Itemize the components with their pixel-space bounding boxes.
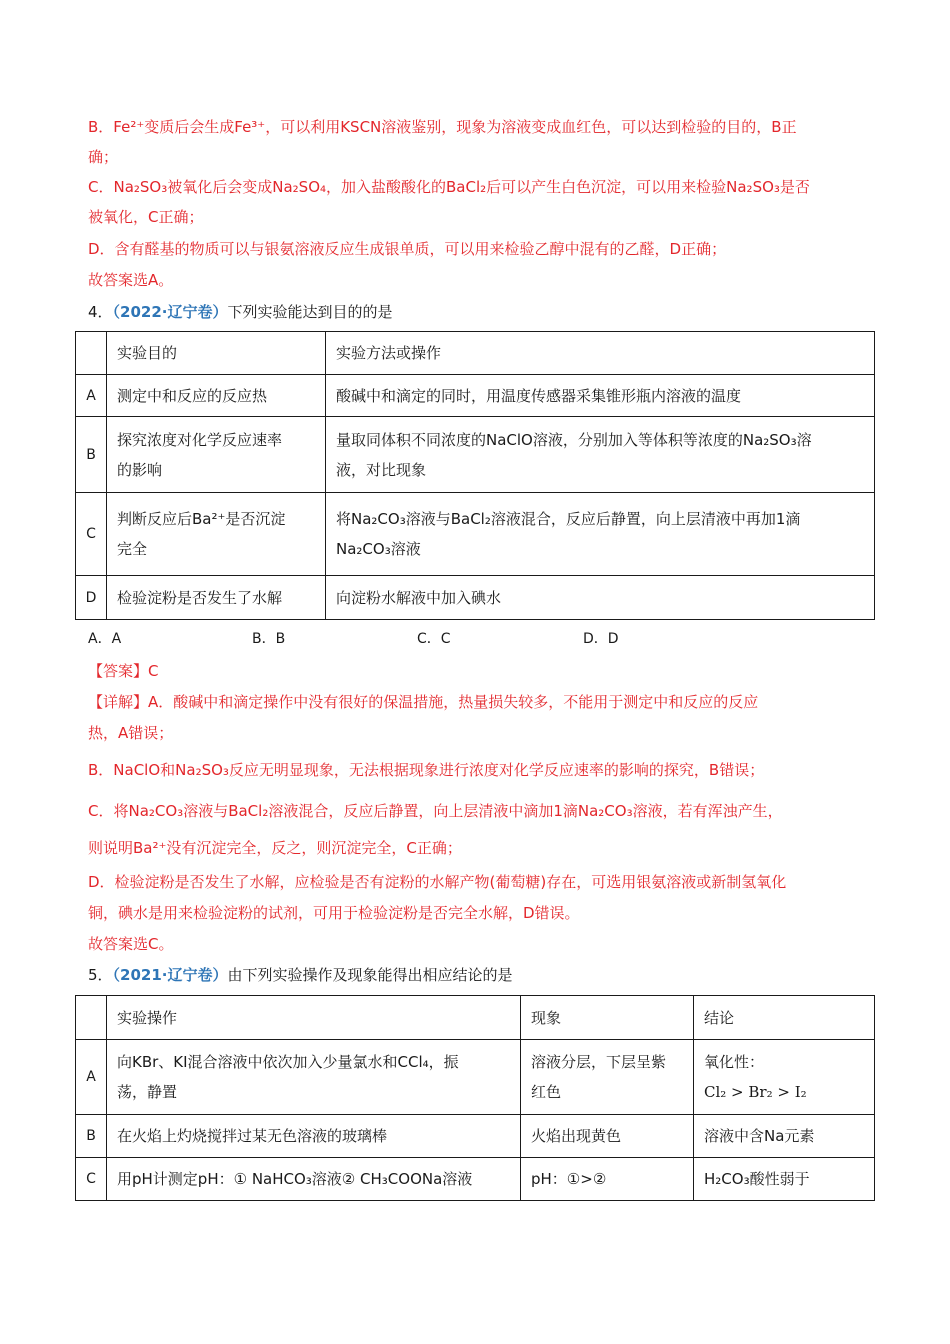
table-row (76, 1115, 875, 1158)
option-b: B．B (252, 631, 286, 647)
explain-b-line-2: 确； (88, 148, 119, 166)
header-cell: 实验目的 (107, 332, 326, 375)
table-header-row (76, 996, 875, 1040)
explain-answer: 故答案选A。 (88, 271, 174, 289)
operation-cell: 在火焰上灼烧搅拌过某无色溶液的玻璃棒 (107, 1115, 521, 1158)
detail-d-line: D．检验淀粉是否发生了水解，应检验是否有淀粉的水解产物(葡萄糖)存在，可选用银氨溶液或新制氢氧化 (88, 873, 787, 891)
row-label: C (76, 1158, 107, 1201)
explain-c-line: C．Na₂SO₃被氧化后会变成Na₂SO₄，加入盐酸酸化的BaCl₂后可以产生白色沉淀，可以用来检验Na₂SO₃是否 (88, 178, 810, 196)
detail-b-line: B．NaClO和Na₂SO₃反应无明显现象，无法根据现象进行浓度对化学反应速率的影响的探究，B错误； (88, 761, 765, 779)
purpose-line: 的影响 (117, 460, 163, 479)
detail-a-line-2: 热，A错误； (88, 724, 174, 742)
table-header-row (76, 332, 875, 375)
purpose-line: 探究浓度对化学反应速率 (117, 430, 283, 449)
option-d: D．D (583, 631, 619, 647)
final-answer: 故答案选C。 (88, 935, 174, 953)
option-a: A．A (88, 631, 122, 647)
header-cell: 实验操作 (107, 996, 521, 1040)
method-cell: 向淀粉水解液中加入碘水 (326, 576, 875, 620)
detail-c-line: C．将Na₂CO₃溶液与BaCl₂溶液混合，反应后静置，向上层清液中滴加1滴Na₂CO₃溶液，若有浑浊产生， (88, 802, 783, 820)
operation-line: 荡，静置 (117, 1083, 178, 1101)
question-text: 下列实验能达到目的的是 (227, 303, 393, 321)
method-line: 量取同体积不同浓度的NaClO溶液，分别加入等体积等浓度的Na₂SO₃溶 (336, 430, 812, 449)
conclusion-cell: 溶液中含Na元素 (694, 1115, 875, 1158)
explain-c-line-2: 被氧化，C正确； (88, 208, 204, 226)
question-4-table (75, 331, 875, 620)
conclusion-cell (694, 1040, 875, 1115)
question-5-stem (88, 965, 513, 985)
question-source: （2021·辽宁卷） (112, 966, 228, 984)
table-row (76, 375, 875, 417)
question-number: 5． (88, 966, 113, 984)
table-row (76, 493, 875, 576)
purpose-cell: 检验淀粉是否发生了水解 (107, 576, 326, 620)
option-c: C．C (417, 631, 451, 647)
table-row (76, 1158, 875, 1201)
operation-cell: 用pH计测定pH：① NaHCO₃溶液② CH₃COONa溶液 (107, 1158, 521, 1201)
question-source: （2022·辽宁卷） (112, 303, 228, 321)
header-cell: 现象 (521, 996, 694, 1040)
row-label: C (76, 493, 107, 576)
detail-d-line-2: 铜，碘水是用来检验淀粉的试剂，可用于检验淀粉是否完全水解，D错误。 (88, 904, 580, 922)
answer-line: 【答案】C (88, 662, 159, 680)
question-5-table (75, 995, 875, 1201)
phenomenon-line: 溶液分层，下层呈紫 (531, 1053, 667, 1071)
row-label: B (76, 1115, 107, 1158)
question-text: 由下列实验操作及现象能得出相应结论的是 (227, 966, 513, 984)
row-label: D (76, 576, 107, 620)
method-cell (326, 417, 875, 493)
row-label: A (76, 1040, 107, 1115)
purpose-line: 完全 (117, 540, 148, 558)
phenomenon-cell: 火焰出现黄色 (521, 1115, 694, 1158)
explain-d-line: D．含有醛基的物质可以与银氨溶液反应生成银单质，可以用来检验乙醇中混有的乙醛，D正确； (88, 240, 727, 258)
phenomenon-cell (521, 1040, 694, 1115)
method-cell: 酸碱中和滴定的同时，用温度传感器采集锥形瓶内溶液的温度 (326, 375, 875, 417)
method-line: 将Na₂CO₃溶液与BaCl₂溶液混合，反应后静置，向上层清液中再加1滴 (336, 510, 801, 528)
header-cell (76, 996, 107, 1040)
question-number: 4． (88, 303, 113, 321)
conclusion-cell: H₂CO₃酸性弱于 (694, 1158, 875, 1201)
operation-line: 向KBr、KI混合溶液中依次加入少量氯水和CCl₄，振 (117, 1053, 459, 1071)
purpose-cell (107, 417, 326, 493)
detail-a-line: 【详解】A．酸碱中和滴定操作中没有很好的保温措施，热量损失较多，不能用于测定中和反应的反应 (88, 693, 759, 711)
table-row (76, 417, 875, 493)
row-label: A (76, 375, 107, 417)
method-line: 液，对比现象 (336, 460, 427, 479)
phenomenon-cell: pH：①>② (521, 1158, 694, 1201)
table-row (76, 1040, 875, 1115)
explain-b-line: B．Fe²⁺变质后会生成Fe³⁺，可以利用KSCN溶液鉴别，现象为溶液变成血红色，可以达到检验的目的，B正 (88, 118, 797, 136)
detail-c-line-2: 则说明Ba²⁺没有沉淀完全，反之，则沉淀完全，C正确； (88, 839, 462, 857)
header-cell: 实验方法或操作 (326, 332, 875, 375)
header-cell: 结论 (694, 996, 875, 1040)
purpose-cell: 测定中和反应的反应热 (107, 375, 326, 417)
row-label: B (76, 417, 107, 493)
header-cell (76, 332, 107, 375)
phenomenon-line: 红色 (531, 1083, 562, 1101)
conclusion-line: Cl₂ > Br₂ > I₂ (704, 1083, 807, 1101)
operation-cell (107, 1040, 521, 1115)
table-row (76, 576, 875, 620)
conclusion-line: 氧化性： (704, 1053, 765, 1071)
method-cell (326, 493, 875, 576)
purpose-cell (107, 493, 326, 576)
method-line: Na₂CO₃溶液 (336, 540, 421, 558)
purpose-line: 判断反应后Ba²⁺是否沉淀 (117, 510, 286, 528)
question-4-stem (88, 302, 393, 322)
